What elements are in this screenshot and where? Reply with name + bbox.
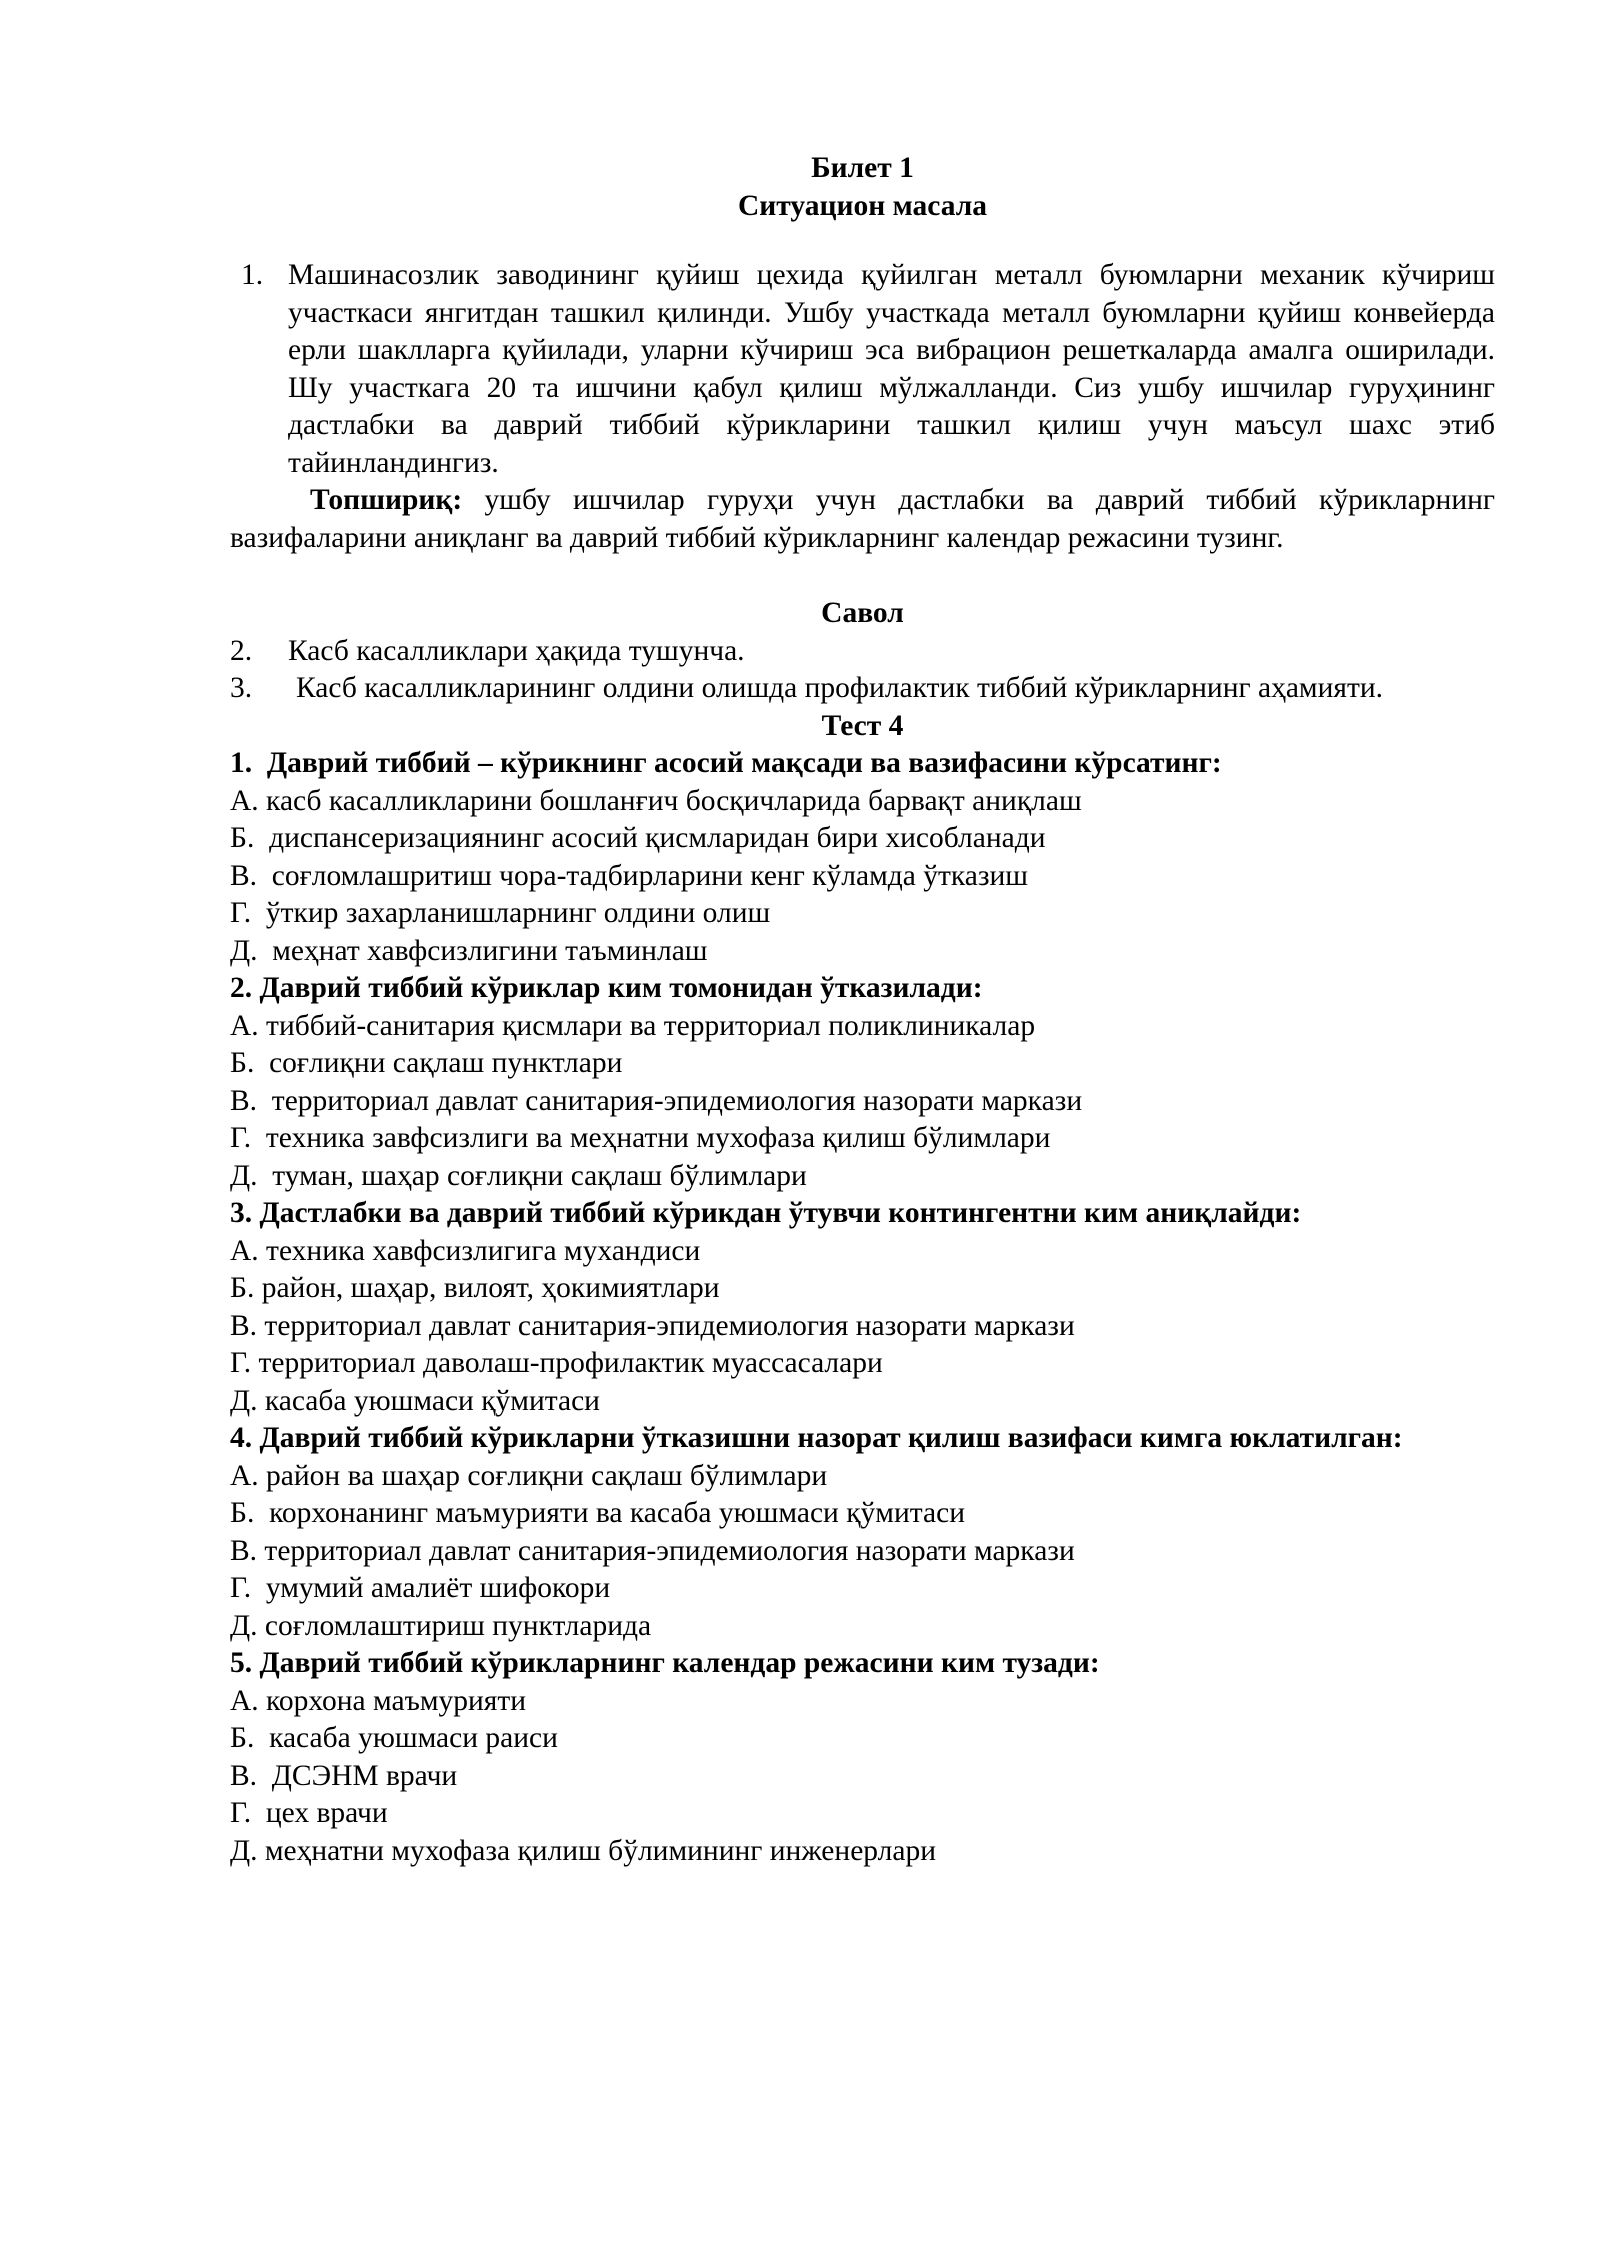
- test-question: 2. Даврий тиббий кўриклар ким томонидан ўтказилади:: [230, 972, 983, 1004]
- questions-title: Савол: [821, 597, 904, 629]
- assignment-paragraph: [230, 482, 1495, 557]
- task-number: 1.: [241, 259, 264, 291]
- spacer: [230, 557, 1495, 595]
- assignment-label: Топшириқ:: [310, 484, 463, 516]
- answer-option-b: Б. касаба уюшмаси раиси: [230, 1722, 558, 1754]
- situational-task: [230, 257, 1495, 482]
- answer-option-v: В. территориал давлат санитария-эпидемиология назорати маркази: [230, 1084, 1083, 1117]
- test-question: 5. Даврий тиббий кўрикларнинг календар режасини ким тузади:: [230, 1647, 1100, 1679]
- ticket-title: Билет 1: [811, 152, 914, 184]
- answer-option-d: Д. меҳнатни мухофаза қилиш бўлимининг инженерлари: [230, 1834, 936, 1867]
- test-question: 4. Даврий тиббий кўрикларни ўтказишни назорат қилиш вазифаси кимга юклатилган:: [230, 1422, 1403, 1454]
- test-item-3: [230, 1195, 1495, 1420]
- answer-option-d: Д. туман, шаҳар соғлиқни сақлаш бўлимлари: [230, 1159, 807, 1192]
- answer-option-v: В. территориал давлат санитария-эпидемиология назорати маркази: [230, 1309, 1075, 1342]
- answer-option-a: А. корхона маъмурияти: [230, 1684, 527, 1717]
- test-question: 3. Дастлабки ва даврий тиббий кўрикдан ўтувчи контингентни ким аниқлайди:: [230, 1197, 1302, 1229]
- answer-option-d: Д. меҳнат хавфсизлигини таъминлаш: [230, 934, 708, 967]
- answer-option-b: Б. корхонанинг маъмурияти ва касаба уюшмаси қўмитаси: [230, 1497, 965, 1529]
- assignment-text: ушбу ишчилар гуруҳи учун дастлабки ва даврий тиббий кўрикларнинг вазифаларини аниқланг ва даврий тиббий кўрикларнинг календар режасини тузинг.: [230, 484, 1495, 554]
- test-question: 1. Даврий тиббий – кўрикнинг асосий мақсади ва вазифасини кўрсатинг:: [230, 747, 1222, 779]
- question-number: 3.: [230, 672, 253, 704]
- question-number: 2.: [230, 634, 253, 667]
- question-item: [230, 633, 1495, 671]
- task-text: Машинасозлик заводининг қуйиш цехида қуйилган металл буюмларни механик кўчириш участкаси янгитдан ташкил қилинди. Ушбу участкада металл буюмларни қуйиш конвейерда ерли шаклларга қуйилади, уларни кўчириш эса вибрацион решеткаларда амалга оширилади. Шу участкага 20 та ишчини қабул қилиш мўлжалланди. Сиз ушбу ишчилар гуруҳининг дастлабки ва даврий тиббий кўрикларини ташкил қилиш учун маъсул шахс этиб тайинландингиз.: [288, 259, 1495, 479]
- answer-option-a: А. техника хавфсизлигига мухандиси: [230, 1234, 701, 1267]
- test-title: Тест 4: [821, 709, 904, 742]
- situational-task-title: Ситуацион масала: [737, 189, 988, 222]
- answer-option-d: Д. касаба уюшмаси қўмитаси: [230, 1384, 600, 1417]
- answer-option-v: В. ДСЭНМ врачи: [230, 1759, 458, 1792]
- test-item-2: [230, 970, 1495, 1195]
- answer-option-a: А. касб касалликларини бошланғич босқичларида барвақт аниқлаш: [230, 784, 1082, 817]
- test-item-1: [230, 745, 1495, 970]
- question-text: Касб касалликларининг олдини олишда профилактик тиббий кўрикларнинг аҳамияти.: [296, 672, 1383, 704]
- answer-option-b: Б. диспансеризациянинг асосий қисмларидан бири хисобланади: [230, 822, 1046, 854]
- answer-option-g: Г. территориал даволаш-профилактик муассасалари: [230, 1347, 883, 1379]
- question-item: [230, 670, 1495, 708]
- test-item-5: [230, 1645, 1495, 1870]
- question-text: Касб касалликлари ҳақида тушунча.: [288, 634, 745, 667]
- answer-option-v: В. соғломлашритиш чора-тадбирларини кенг кўламда ўтказиш: [230, 859, 1028, 892]
- answer-option-b: Б. район, шаҳар, вилоят, ҳокимиятлари: [230, 1272, 720, 1304]
- answer-option-g: Г. техника завфсизлиги ва меҳнатни мухофаза қилиш бўлимлари: [230, 1122, 1051, 1154]
- answer-option-b: Б. соғлиқни сақлаш пунктлари: [230, 1047, 623, 1079]
- document-page: [230, 150, 1495, 1870]
- test-item-4: [230, 1420, 1495, 1645]
- answer-option-a: А. район ва шаҳар соғлиқни сақлаш бўлимлари: [230, 1459, 828, 1492]
- answer-option-g: Г. умумий амалиёт шифокори: [230, 1572, 611, 1604]
- answer-option-g: Г. цех врачи: [230, 1797, 388, 1829]
- spacer: [230, 225, 1495, 257]
- answer-option-v: В. территориал давлат санитария-эпидемиология назорати маркази: [230, 1534, 1075, 1567]
- answer-option-g: Г. ўткир захарланишларнинг олдини олиш: [230, 897, 771, 929]
- answer-option-a: А. тиббий-санитария қисмлари ва территориал поликлиникалар: [230, 1009, 1036, 1042]
- answer-option-d: Д. соғломлаштириш пунктларида: [230, 1609, 652, 1642]
